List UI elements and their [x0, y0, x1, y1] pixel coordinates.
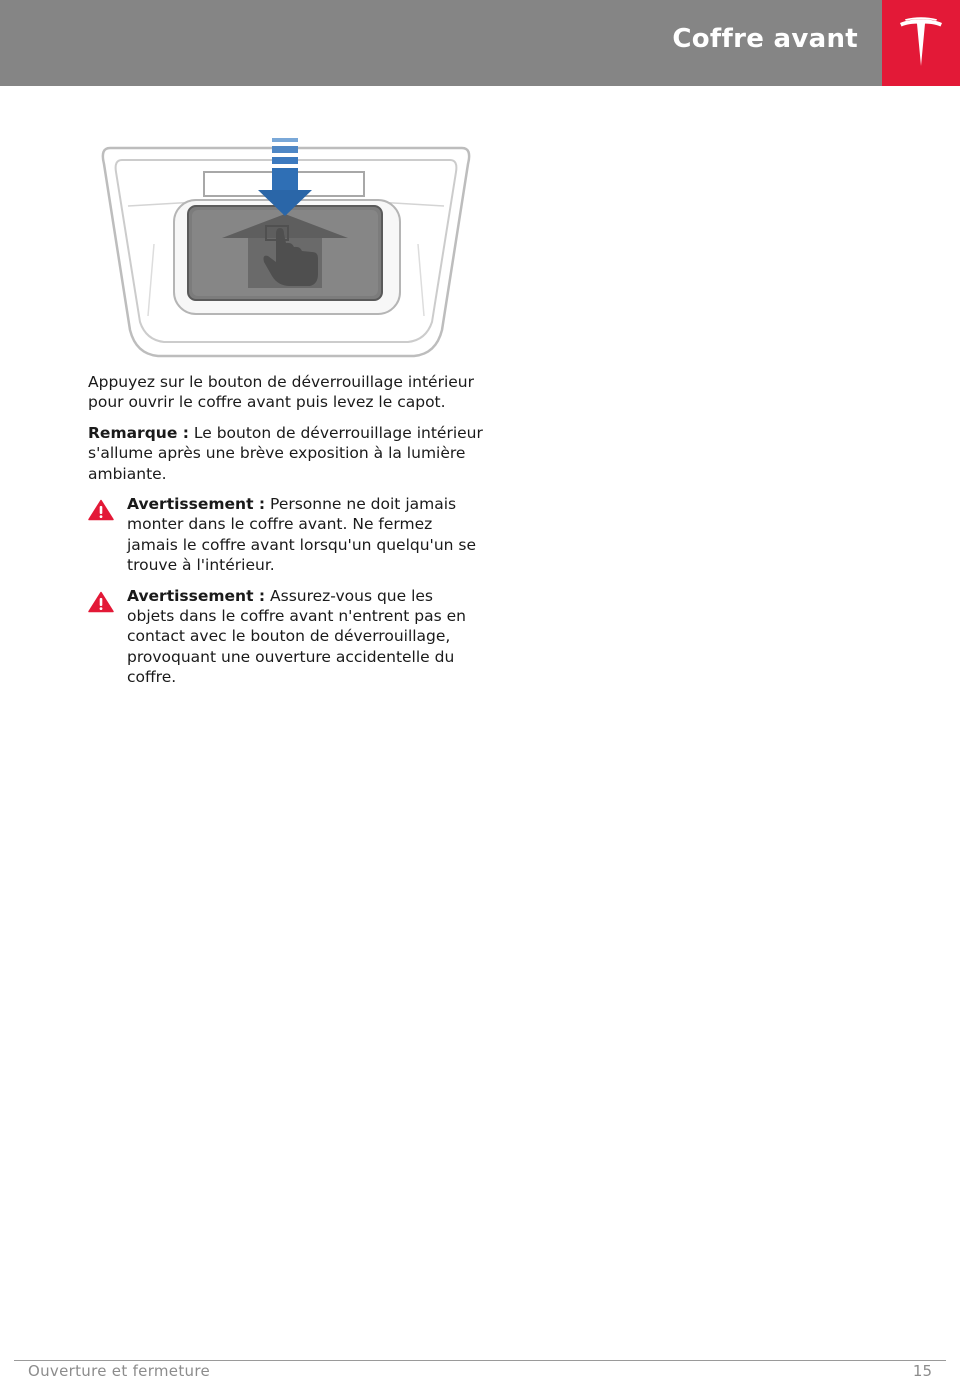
warning-triangle-icon — [88, 591, 114, 613]
intro-paragraph: Appuyez sur le bouton de déverrouillage intérieur pour ouvrir le coffre avant puis levez le capot. — [88, 373, 475, 412]
warning-label: Avertissement : — [127, 495, 266, 514]
note-paragraph — [88, 423, 483, 484]
warning-text: Personne ne doit jamais monter dans le coffre avant. Ne fermez jamais le coffre avant lorsqu'un quelqu'un se trouve à l'intérieur. — [127, 495, 477, 575]
frunk-release-illustration — [96, 134, 476, 362]
tesla-t-logo-icon — [897, 17, 945, 69]
warning-triangle-icon — [88, 499, 114, 521]
frunk-release-button-illustration-icon — [96, 134, 476, 362]
note-label: Remarque : — [88, 423, 189, 442]
footer-divider — [14, 1360, 946, 1361]
warning-text: Assurez-vous que les objets dans le coffre avant n'entrent pas en contact avec le bouton de déverrouillage, provoquant une ouverture accidentelle du coffre. — [127, 586, 466, 687]
warning-block — [88, 586, 483, 688]
footer-section-title: Ouverture et fermeture — [28, 1362, 210, 1380]
header-bar — [0, 0, 882, 86]
page-number: 15 — [912, 1362, 932, 1380]
warning-label: Avertissement : — [127, 586, 266, 605]
note-text: Le bouton de déverrouillage intérieur s'allume après une brève exposition à la lumière ambiante. — [88, 423, 483, 483]
page-title: Coffre avant — [672, 24, 858, 54]
content — [88, 372, 483, 698]
warning-block — [88, 494, 483, 576]
tesla-logo — [882, 0, 960, 86]
